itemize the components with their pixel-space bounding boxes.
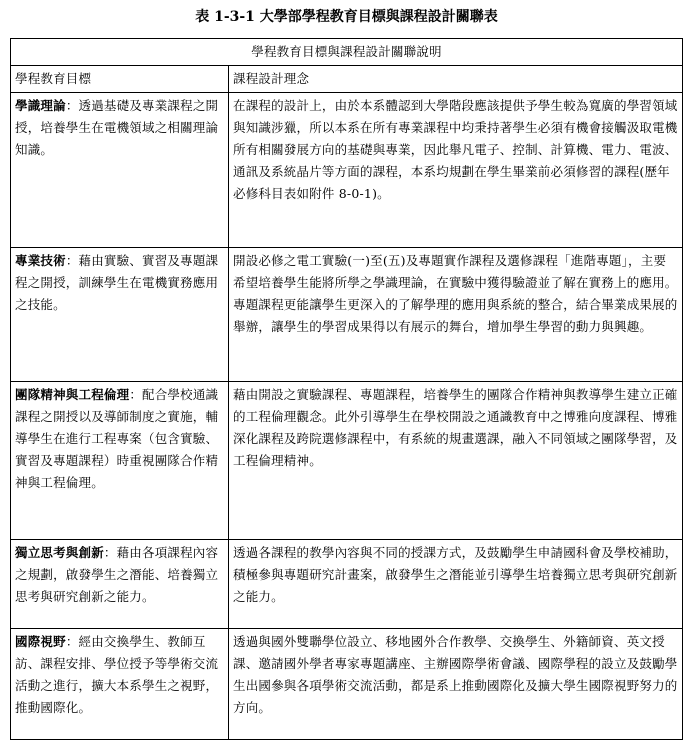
table-row (11, 382, 683, 540)
goal-cell (11, 540, 229, 629)
table-row (11, 540, 683, 629)
goal-text: ：透過基礎及專業課程之開授，培養學生在電機領域之相關理論知識。 (15, 98, 219, 157)
table-row (11, 629, 683, 740)
goal-title: 學識理論 (15, 98, 66, 113)
goal-cell (11, 629, 229, 740)
table-caption: 表 1-3-1 大學部學程教育目標與課程設計關聯表 (195, 9, 498, 25)
header-row (11, 66, 683, 93)
goal-title: 獨立思考與創新 (15, 545, 104, 560)
goal-title: 專業技術 (15, 253, 66, 268)
header-design: 課程設計理念 (229, 66, 683, 93)
goals-design-table (10, 38, 683, 740)
design-cell: 透過與國外雙聯學位設立、移地國外合作教學、交換學生、外籍師資、英文授課、邀請國外學者專家專題講座、主辦國際學術會議、國際學程的設立及鼓勵學生出國參與各項學術交流活動，都是系上推動國際化及擴大學生國際視野努力的方向。 (229, 629, 683, 740)
design-cell: 在課程的設計上，由於本系體認到大學階段應該提供予學生較為寬廣的學習領域與知識涉獵，所以本系在所有專業課程中均秉持著學生必須有機會接觸汲取電機所有相關發展方向的基礎與專業，因此舉凡電子、控制、計算機、電力、電波、通訊及系統晶片等方面的課程，本系均規劃在學生畢業前必須修習的課程(歷年必修科目表如附件 8-0-1)。 (229, 93, 683, 248)
goal-text: ：配合學校通識課程之開授以及導師制度之實施，輔導學生在進行工程專案（包含實驗、實習及專題課程）時重視團隊合作精神與工程倫理。 (15, 387, 219, 490)
design-cell: 開設必修之電工實驗(一)至(五)及專題實作課程及選修課程「進階專題」，主要希望培養學生能將所學之學識理論，在實驗中獲得驗證並了解在實務上的應用。專題課程更能讓學生更深入的了解學理的應用與系統的整合，結合畢業成果展的舉辦，讓學生的學習成果得以有展示的舞台，增加學生學習的動力與興趣。 (229, 248, 683, 382)
goal-cell (11, 382, 229, 540)
goal-cell (11, 248, 229, 382)
goal-text: ：藉由各項課程內容之規劃，啟發學生之潛能、培養獨立思考與研究創新之能力。 (15, 545, 219, 604)
table-row (11, 248, 683, 382)
design-cell: 透過各課程的教學內容與不同的授課方式，及鼓勵學生申請國科會及學校補助，積極參與專題研究計畫案，啟發學生之潛能並引導學生培養獨立思考與研究創新之能力。 (229, 540, 683, 629)
table-banner: 學程教育目標與課程設計關聯說明 (11, 39, 683, 66)
goal-text: ：藉由實驗、實習及專題課程之開授，訓練學生在電機實務應用之技能。 (15, 253, 219, 312)
goal-title: 國際視野 (15, 634, 66, 649)
header-goal: 學程教育目標 (11, 66, 229, 93)
table-row (11, 93, 683, 248)
banner-row (11, 39, 683, 66)
goal-cell (11, 93, 229, 248)
design-cell: 藉由開設之實驗課程、專題課程，培養學生的團隊合作精神與教導學生建立正確的工程倫理觀念。此外引導學生在學校開設之通識教育中之博雅向度課程、博雅深化課程及跨院選修課程中，有系統的規畫選課，融入不同領域之團隊學習，及工程倫理精神。 (229, 382, 683, 540)
goal-title: 團隊精神與工程倫理 (15, 387, 130, 402)
goal-text: ：經由交換學生、教師互訪、課程安排、學位授予等學術交流活動之進行，擴大本系學生之視野，推動國際化。 (15, 634, 219, 715)
